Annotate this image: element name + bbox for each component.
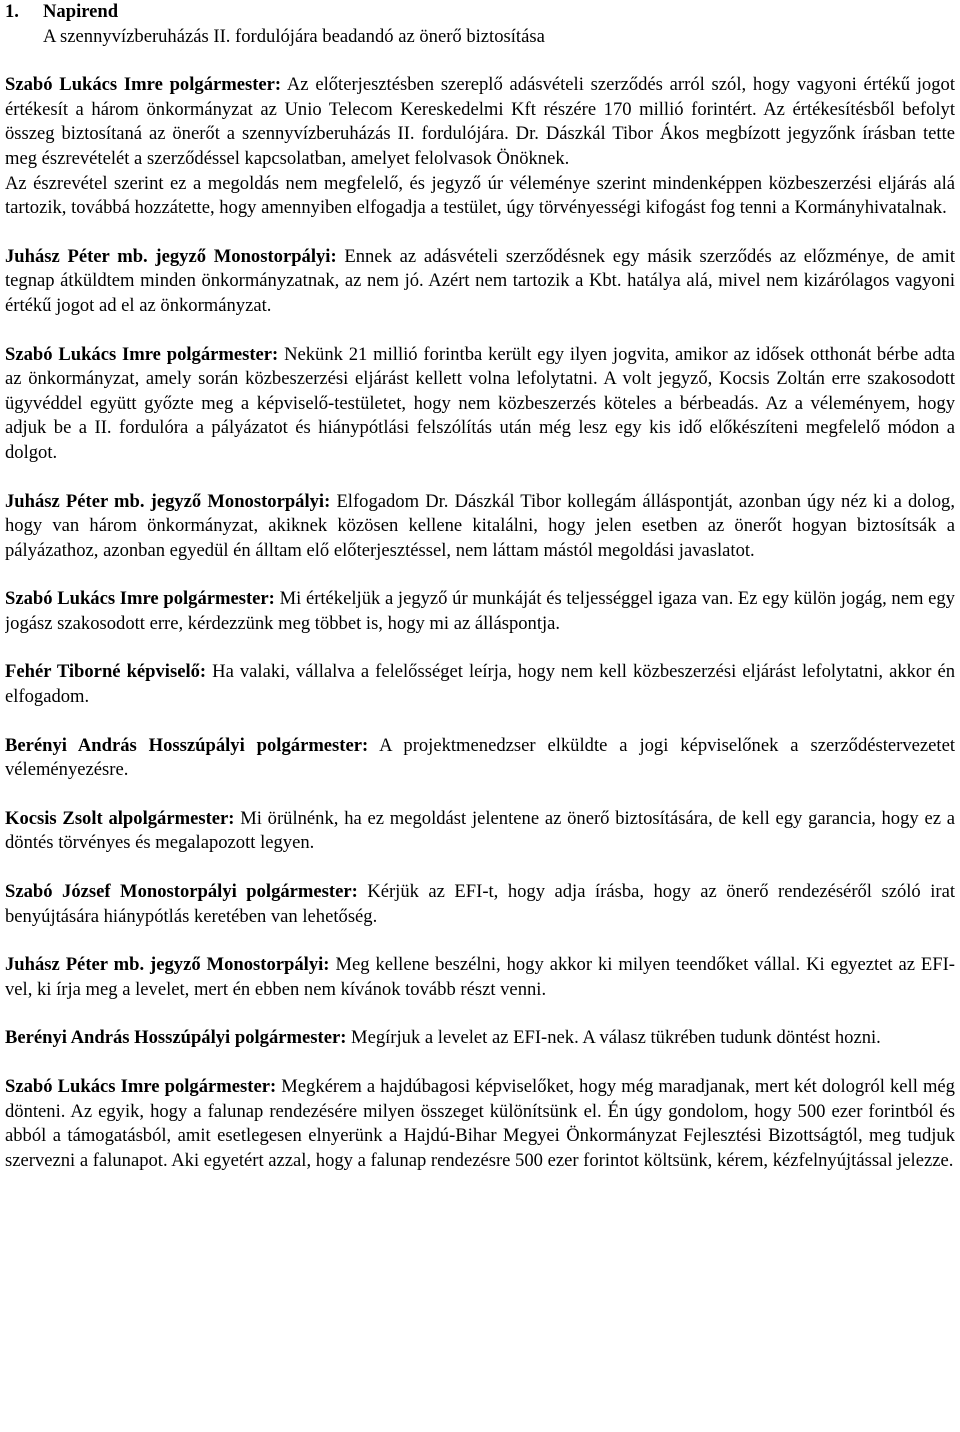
paragraph xyxy=(5,880,955,929)
document-page xyxy=(5,0,955,1432)
speaker-name: Berényi András Hosszúpályi polgármester: xyxy=(5,1027,347,1049)
paragraph-text: Mi örülnénk, ha ez megoldást jelentene az önerő biztosítására, de kell egy garancia, hogy ez a döntés törvényes és megalapozott legyen. xyxy=(5,807,955,854)
paragraph xyxy=(5,587,955,636)
paragraph xyxy=(5,343,955,466)
paragraph-text: Kérjük az EFI-t, hogy adja írásba, hogy az önerő rendezéséről szóló irat benyújtására hiánypótlás keretében van lehetőség. xyxy=(5,881,955,927)
speaker-name: Szabó Lukács Imre polgármester: xyxy=(5,343,279,365)
paragraph xyxy=(5,490,955,564)
speaker-name: Juhász Péter mb. jegyző Monostorpályi: xyxy=(5,954,330,976)
speaker-name: Juhász Péter mb. jegyző Monostorpályi: xyxy=(5,490,331,512)
paragraph-text: A projektmenedzser elküldte a jogi képviselőnek a szerződéstervezetet véleményezésre. xyxy=(5,734,955,781)
paragraph xyxy=(5,734,955,783)
agenda-number: 1. xyxy=(5,1,19,22)
speaker-name: Kocsis Zsolt alpolgármester: xyxy=(5,807,235,829)
speaker-name: Szabó Lukács Imre polgármester: xyxy=(5,1076,277,1097)
paragraph xyxy=(5,660,955,709)
paragraph-text: Megkérem a hajdúbagosi képviselőket, hogy még maradjanak, mert két dologról kell még dönteni. Az egyik, hogy a falunap rendezésére milyen összeget különítsünk el. Én úgy gondolom, hogy 500 ezer forintból és abból a támogatásból, amit esetlegesen elnyerünk a Hajdú-Bihar Megyei Önkormányzat Fejlesztési Bizottságtól, meg tudjuk szervezni a falunapot. Aki egyetért azzal, hogy a falunap rendezésre 500 ezer forintot költsünk, kérem, kézfelnyújtással jelezze. xyxy=(5,1076,955,1171)
paragraph-text: Ennek az adásvételi szerződésnek egy másik szerződés az előzménye, de amit tegnap átküldtem minden önkormányzatnak, az nem jó. Azért nem tartozik a Kbt. hatálya alá, mivel nem kizárólagos vagyoni értékű jogot ad el az önkormányzat. xyxy=(5,245,955,316)
speaker-name: Szabó Lukács Imre polgármester: xyxy=(5,588,275,610)
paragraph-text: Nekünk 21 millió forintba került egy ilyen jogvita, amikor az idősek otthonát bérbe adta az önkormányzat, amely során közbeszerzési eljárást kellett volna lefolytatni. A volt jegyző, Kocsis Zoltán erre szakosodott ügyvéddel együtt győzte meg a képviselő-testületet, hogy nem közbeszerzés köteles a bérbeadás. Az a véleményem, hogy adjuk be a II. fordulóra a pályázatot és hiánypótlási felszólítás után még lesz egy kis idő előkészíteni megfelelő módon a dolgot. xyxy=(5,343,955,463)
speaker-name: Szabó József Monostorpályi polgármester: xyxy=(5,881,358,903)
paragraph-text: Mi értékeljük a jegyző úr munkáját és teljességgel igaza van. Ez egy külön jogág, nem egy jogász szakosodott erre, kérdezzünk meg többet is, hogy mi az álláspontja. xyxy=(5,588,955,634)
paragraph xyxy=(5,1075,955,1173)
paragraph-text: Megírjuk a levelet az EFI-nek. A válasz tükrében tudunk döntést hozni. xyxy=(351,1027,881,1049)
speaker-name: Berényi András Hosszúpályi polgármester: xyxy=(5,734,369,756)
agenda-subtitle: A szennyvízberuházás II. fordulójára beadandó az önerő biztosítása xyxy=(43,25,545,47)
paragraph-text: Meg kellene beszélni, hogy akkor ki milyen teendőket vállal. Ki egyeztet az EFI-vel, ki írja meg a levelet, mert én ebben nem kívánok tovább részt venni. xyxy=(5,954,955,1000)
paragraph-text: Az előterjesztésben szereplő adásvételi szerződés arról szól, hogy vagyoni értékű jogot értékesít a három önkormányzat az Unio Telecom Kereskedelmi Kft részére 170 millió forintért. Az értékesítésből befolyt összeg biztosítaná az önerőt a szennyvízberuházás II. fordulójára. Dr. Dászkál Tibor Ákos megbízott jegyzőnk írásban tette meg észrevételét a szerződéssel kapcsolatban, amelyet felolvasok Önöknek. xyxy=(5,74,955,169)
paragraph xyxy=(5,172,955,221)
paragraph-text: Az észrevétel szerint ez a megoldás nem megfelelő, és jegyző úr véleménye szerint mindenképpen közbeszerzési eljárás alá tartozik, továbbá hozzátette, hogy amennyiben elfogadja a testület, úgy törvényességi kifogást fog tenni a Kormányhivatalnak. xyxy=(5,172,955,219)
speaker-name: Juhász Péter mb. jegyző Monostorpályi: xyxy=(5,245,337,267)
paragraph xyxy=(5,1026,955,1051)
paragraph xyxy=(5,73,955,171)
agenda-heading xyxy=(5,0,955,49)
paragraph-text: Elfogadom Dr. Dászkál Tibor kollegám álláspontját, azonban úgy néz ki a dolog, hogy van három önkormányzat, akiknek közösen kellene kitalálni, hogy jelen esetben az önerőt hogyan biztosítsák a pályázathoz, azonban egyedül én álltam elő előterjesztéssel, nem láttam mástól megoldási javaslatot. xyxy=(5,490,955,561)
paragraph xyxy=(5,807,955,856)
paragraph xyxy=(5,953,955,1002)
paragraph xyxy=(5,245,955,319)
paragraph-text: Ha valaki, vállalva a felelősséget leírja, hogy nem kell közbeszerzési eljárást lefolytatni, akkor én elfogadom. xyxy=(5,661,955,708)
speaker-name: Fehér Tiborné képviselő: xyxy=(5,661,207,683)
speaker-name: Szabó Lukács Imre polgármester: xyxy=(5,74,282,96)
agenda-title: Napirend xyxy=(43,1,119,22)
agenda-title-line xyxy=(5,0,955,25)
